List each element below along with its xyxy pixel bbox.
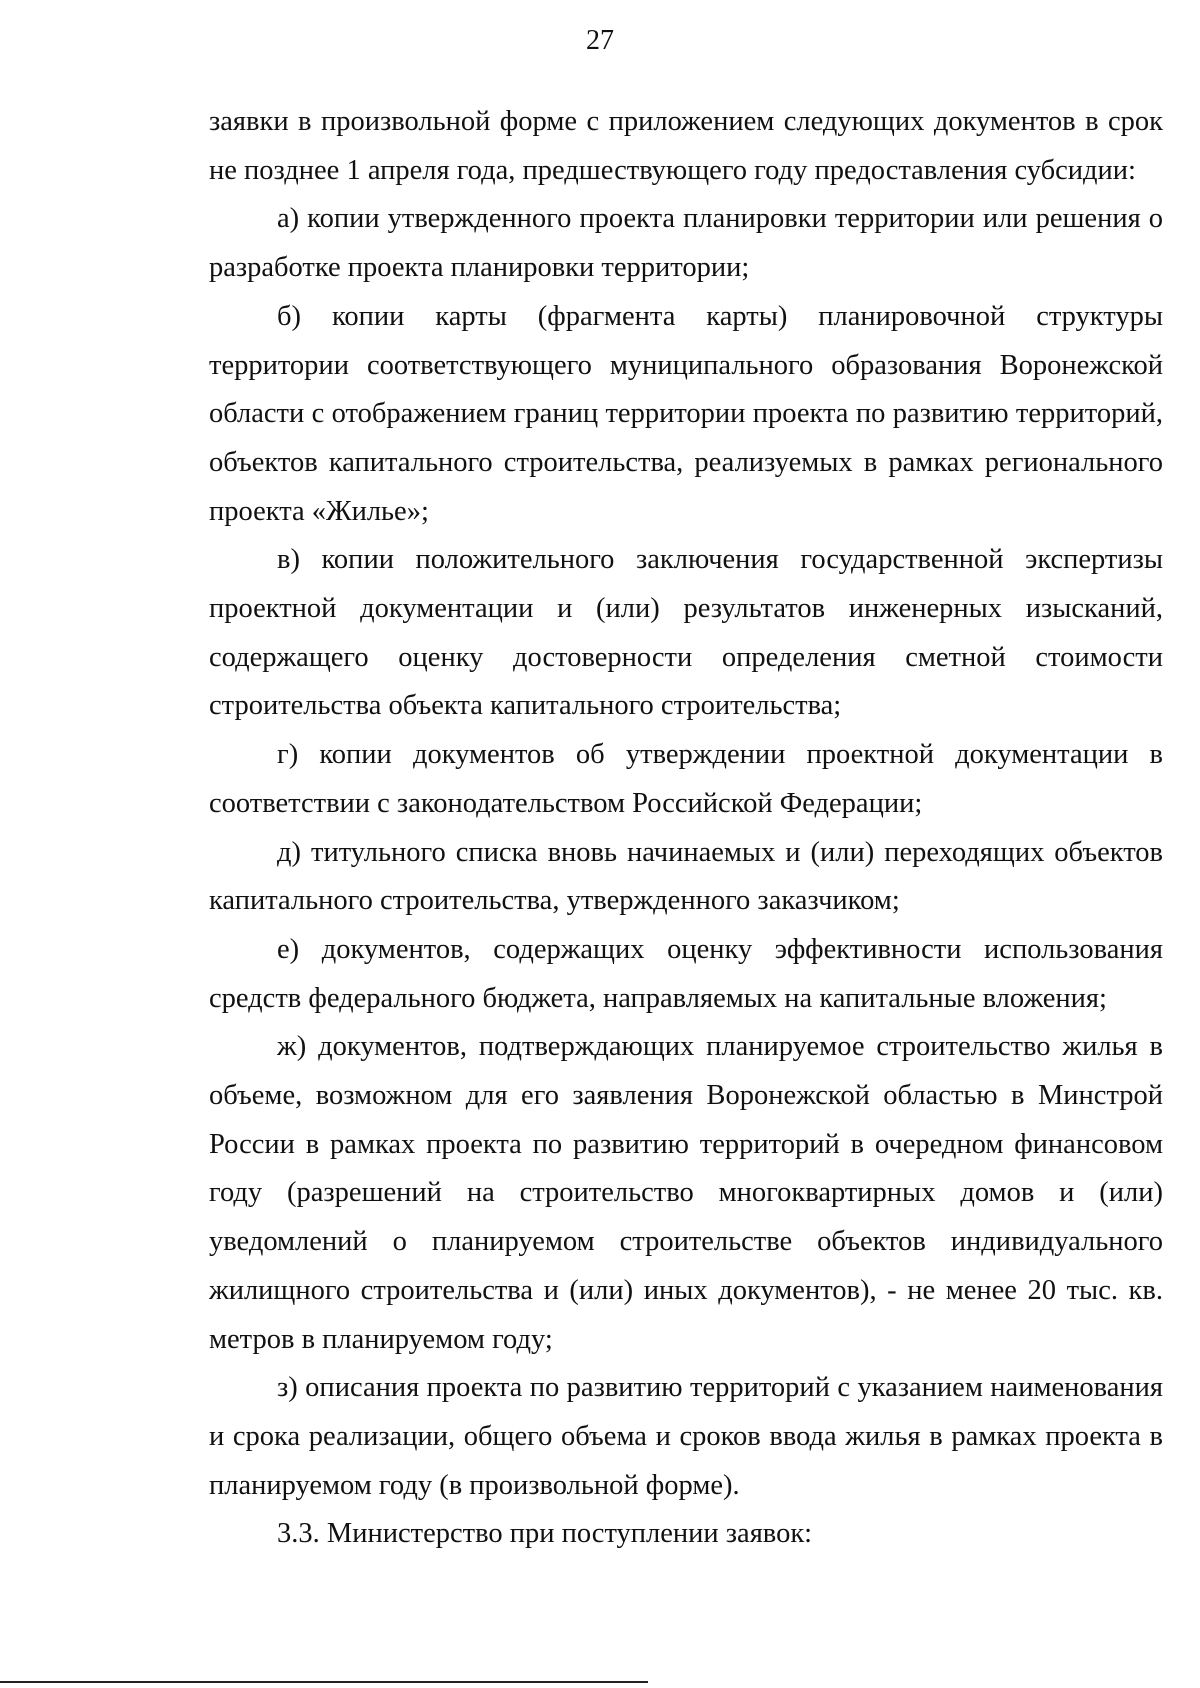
- paragraph-item-e: е) документов, содержащих оценку эффективности использования средств федерального бюджета, направляемых на капитальные вложения;: [209, 933, 1163, 1014]
- paragraph-section-3-3: 3.3. Министерство при поступлении заявок:: [277, 1518, 813, 1550]
- paragraph-item-v: в) копии положительного заключения государственной экспертизы проектной документации и (или) результатов инженерных изысканий, содержащего оценку достоверности определения сметной стоимости строительства объекта капитального строительства;: [209, 544, 1163, 722]
- paragraph-item-g: г) копии документов об утверждении проектной документации в соответствии с законодательством Российской Федерации;: [209, 739, 1163, 819]
- footer-divider: [0, 1681, 648, 1683]
- paragraph-item-zh: ж) документов, подтверждающих планируемое строительство жилья в объеме, возможном для его заявления Воронежской областью в Минстрой России в рамках проекта по развитию территорий в очередном финансовом году (разрешений на строительство многоквартирных домов и (или) уведомлений о планируемом строительстве объектов индивидуального жилищного строительства и (или) иных документов), - не менее 20 тыс. кв. метров в планируемом году;: [209, 1031, 1163, 1355]
- page-number: 27: [586, 25, 614, 56]
- paragraph-item-a: а) копии утвержденного проекта планировки территории или решения о разработке проекта планировки территории;: [209, 203, 1163, 284]
- paragraph-item-d: д) титульного списка вновь начинаемых и (или) переходящих объектов капитального строительства, утвержденного заказчиком;: [209, 836, 1163, 917]
- document-body: [209, 98, 1163, 1559]
- paragraph-item-z: з) описания проекта по развитию территорий с указанием наименования и срока реализации, общего объема и сроков ввода жилья в рамках проекта в планируемом году (в произвольной форме).: [209, 1372, 1163, 1501]
- paragraph-intro: заявки в произвольной форме с приложением следующих документов в срок не позднее 1 апреля года, предшествующего году предоставления субсидии:: [209, 106, 1163, 186]
- paragraph-item-b: б) копии карты (фрагмента карты) планировочной структуры территории соответствующего муниципального образования Воронежской области с отображением границ территории проекта по развитию территорий, объектов капитального строительства, реализуемых в рамках регионального проекта «Жилье»;: [209, 300, 1163, 527]
